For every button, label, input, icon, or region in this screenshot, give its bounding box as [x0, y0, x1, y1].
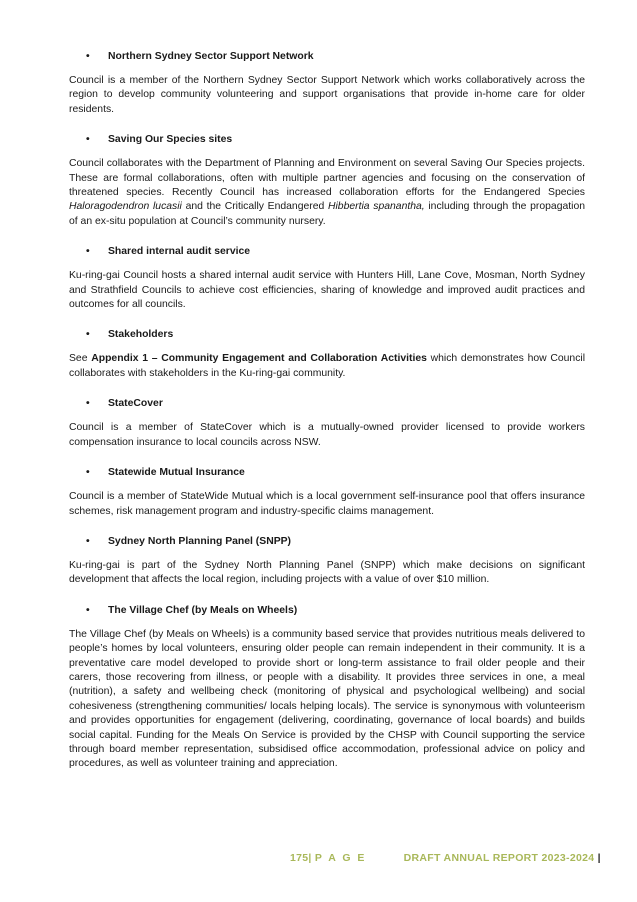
bullet-icon: • — [86, 134, 90, 146]
paragraph-text: Council collaborates with the Department of Planning and Environment on several Saving Our Species projects. These are formal collaborations, often with multiple partner agencies and focusing on the conservation of threatened species. Recently Council has increased collaboration efforts for the Endangered Species — [69, 158, 585, 199]
appendix-reference: Appendix 1 – Community Engagement and Collaboration Activities — [91, 353, 427, 365]
section-heading — [69, 328, 585, 342]
section-paragraph: The Village Chef (by Meals on Wheels) is a community based service that provides nutritious meals delivered to people’s homes by local volunteers, ensuring older people can remain independent in their community. It is a preventative care model developed to provide short or long-term assistance to frail older people and their carers, those recovering from illness, or people with a disability. It provides three services in one, a meal (nutrition), a safety and wellbeing check (monitoring of physical and psychological wellbeing) and social cohesiveness (strengthening communities/ locals helping locals). The service is synonymous with volunteerism and provides opportunities for engagement (delivering, coordinating, governance of local boards) and builds social capital. Funding for the Meals On Service is provided by the CHSP with Council supporting the service through board member representation, subsidised office accommodation, professional advice on policy and procedures, as well as volunteer training and appreciation. — [69, 628, 585, 770]
heading-text: The Village Chef (by Meals on Wheels) — [108, 604, 298, 616]
section-paragraph — [69, 352, 585, 381]
section-heading — [69, 50, 585, 64]
page-label: P A G E — [314, 852, 367, 864]
bullet-icon: • — [86, 398, 90, 410]
section-paragraph: Ku-ring-gai Council hosts a shared internal audit service with Hunters Hill, Lane Cove, Mosman, North Sydney and Strathfield Councils to achieve cost efficiencies, sharing of knowledge and improved audit practices and outcomes for all councils. — [69, 270, 585, 311]
section-heading — [69, 535, 585, 549]
paragraph-text: See — [69, 353, 92, 365]
bullet-icon: • — [86, 604, 90, 616]
species-name: Haloragodendron lucasii — [69, 201, 182, 213]
heading-text: Shared internal audit service — [108, 246, 251, 258]
bullet-icon: • — [86, 467, 90, 479]
footer-separator: | — [308, 852, 312, 864]
section-heading — [69, 604, 585, 618]
section-heading — [69, 133, 585, 147]
bullet-icon: • — [86, 246, 90, 258]
bullet-icon: • — [86, 329, 90, 341]
section-paragraph: Council is a member of StateCover which is a mutually-owned provider licensed to provide workers compensation insurance to local councils across NSW. — [69, 422, 585, 448]
section-heading — [69, 245, 585, 259]
bullet-icon: • — [86, 535, 90, 547]
heading-text: StateCover — [108, 398, 163, 410]
paragraph-text: which demonstrates how Council collaborates with stakeholders in the Ku-ring-gai community. — [69, 353, 586, 379]
footer-end-separator: | — [597, 852, 601, 864]
paragraph-text: including through the propagation of an ex-situ population at Council’s community nursery. — [69, 201, 586, 227]
heading-text: Northern Sydney Sector Support Network — [108, 51, 314, 62]
bullet-icon: • — [86, 51, 90, 62]
section-heading — [69, 466, 585, 480]
section-paragraph: Council is a member of StateWide Mutual which is a local government self-insurance pool that offers insurance schemes, risk management program and industry-specific claims management. — [69, 491, 585, 517]
paragraph-text: and the Critically Endangered — [181, 201, 328, 213]
section-paragraph — [69, 157, 585, 229]
species-name: Hibbertia spanantha, — [327, 201, 425, 213]
heading-text: Statewide Mutual Insurance — [108, 467, 245, 479]
report-title: DRAFT ANNUAL REPORT 2023-2024 — [403, 852, 595, 864]
section-heading — [69, 397, 585, 411]
section-paragraph: Ku-ring-gai is part of the Sydney North Planning Panel (SNPP) which make decisions on significant development that affects the local region, including projects with a value of over $10 million. — [69, 559, 585, 586]
heading-text: Sydney North Planning Panel (SNPP) — [108, 535, 292, 547]
page-number: 175 — [290, 852, 309, 864]
page-footer — [290, 852, 601, 864]
document-body — [69, 50, 585, 788]
heading-text: Stakeholders — [108, 329, 174, 341]
heading-text: Saving Our Species sites — [108, 134, 233, 146]
section-paragraph: Council is a member of the Northern Sydney Sector Support Network which works collaboratively across the region to develop community volunteering and support organisations that provide in-home care for older residents. — [69, 75, 585, 115]
